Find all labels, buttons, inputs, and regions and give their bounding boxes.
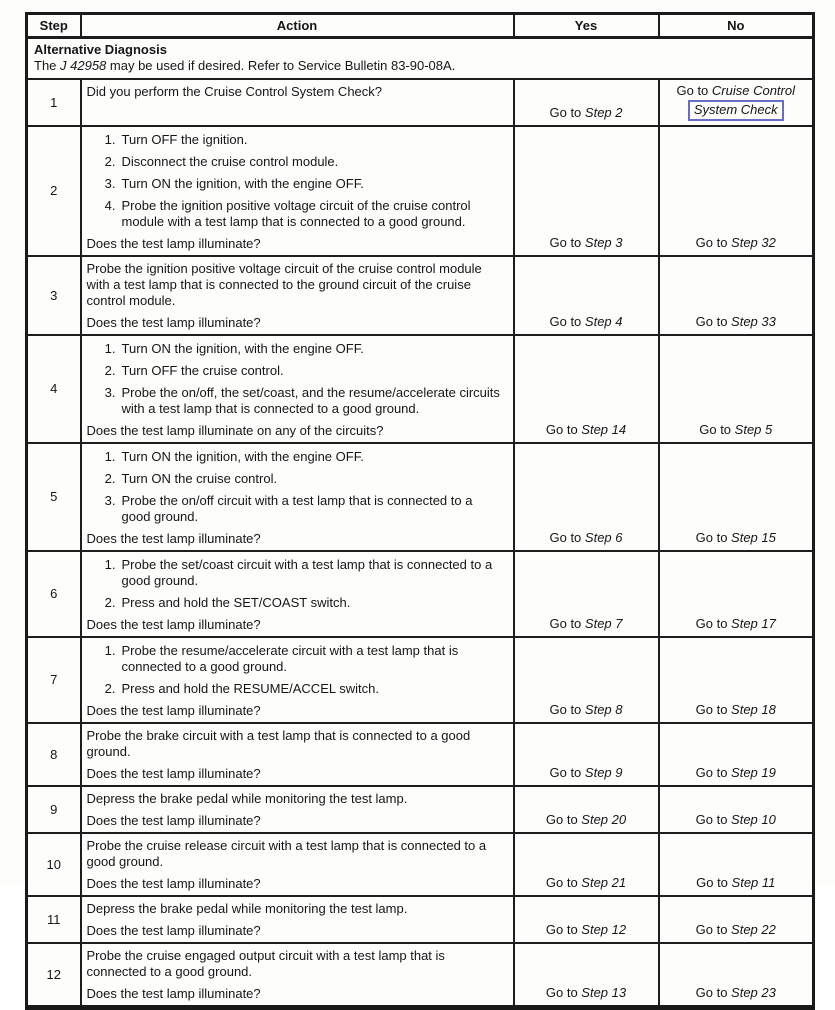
goto-target: Step 33 [731, 314, 776, 329]
goto-prefix: Go to [695, 314, 732, 329]
action-list-item [100, 341, 505, 357]
goto-target: Step 14 [581, 422, 627, 437]
goto-text [664, 530, 809, 546]
list-number: 2. [104, 595, 116, 610]
goto-text [519, 530, 654, 546]
action-list-item [100, 557, 505, 589]
list-text: Probe the ignition positive voltage circuit of the cruise control module with a test lamp that is connected to a good ground. [121, 198, 471, 229]
goto-prefix: Go to [676, 83, 712, 98]
goto-target: Step 4 [584, 314, 623, 329]
list-text: Press and hold the RESUME/ACCEL switch. [121, 681, 379, 696]
action-question: Does the test lamp illuminate? [86, 236, 261, 251]
goto-text [519, 616, 654, 632]
table-row [27, 637, 814, 723]
list-text: Turn ON the cruise control. [121, 471, 278, 486]
decision-cell-yes [514, 637, 659, 723]
goto-prefix: Go to [545, 985, 582, 1000]
goto-prefix: Go to [696, 875, 732, 890]
list-number: 2. [104, 681, 116, 696]
step-number-cell: 11 [27, 896, 81, 943]
action-cell [81, 335, 514, 443]
action-list-item [100, 154, 505, 170]
decision-cell-no [659, 786, 814, 833]
table-row [27, 79, 814, 126]
header-yes: Yes [514, 14, 659, 38]
goto-prefix: Go to [549, 235, 585, 250]
step-number-cell: 5 [27, 443, 81, 551]
goto-prefix: Go to [545, 922, 582, 937]
header-step: Step [27, 14, 81, 38]
action-question: Does the test lamp illuminate? [86, 531, 261, 546]
tool-number: J 42958 [60, 58, 107, 73]
decision-cell-no [659, 833, 814, 896]
list-text: Probe the set/coast circuit with a test lamp that is connected to a good ground. [121, 557, 493, 588]
list-number: 1. [104, 341, 116, 356]
goto-prefix: Go to [545, 875, 582, 890]
action-question: Does the test lamp illuminate? [86, 315, 261, 330]
goto-prefix: Go to [549, 702, 585, 717]
goto-prefix: Go to [695, 235, 732, 250]
goto-target: Step 20 [581, 812, 627, 827]
action-cell [81, 786, 514, 833]
action-question: Does the test lamp illuminate? [86, 923, 261, 938]
decision-cell-yes [514, 723, 659, 786]
goto-text [519, 702, 654, 718]
goto-text [519, 422, 654, 438]
section-title: Alternative Diagnosis [34, 42, 167, 57]
decision-cell-yes [514, 896, 659, 943]
action-question: Does the test lamp illuminate? [86, 703, 261, 718]
decision-cell-yes [514, 335, 659, 443]
list-number: 3. [104, 385, 116, 400]
action-paragraph: Depress the brake pedal while monitoring the test lamp. [86, 901, 408, 916]
table-row [27, 943, 814, 1008]
action-paragraph: Probe the brake circuit with a test lamp that is connected to a good ground. [86, 728, 471, 759]
table-row [27, 723, 814, 786]
goto-prefix: Go to [549, 530, 585, 545]
decision-cell-no [659, 443, 814, 551]
table-row [27, 126, 814, 256]
action-list-item [100, 681, 505, 697]
goto-target: Step 5 [734, 422, 773, 437]
goto-text [664, 922, 809, 938]
list-text: Probe the on/off, the set/coast, and the resume/accelerate circuits with a test lamp that is connected to a good ground. [121, 385, 500, 416]
goto-text [519, 812, 654, 828]
goto-text [519, 875, 654, 891]
action-paragraph: Probe the cruise release circuit with a test lamp that is connected to a good ground. [86, 838, 487, 869]
goto-target: Step 21 [581, 875, 627, 890]
goto-target: Step 13 [581, 985, 627, 1000]
goto-text [664, 314, 809, 330]
table-row [27, 335, 814, 443]
section-row [27, 38, 814, 80]
section-note-suffix: may be used if desired. Refer to Service Bulletin 83-90-08A. [106, 58, 456, 73]
list-number: 1. [104, 643, 116, 658]
goto-text [664, 235, 809, 251]
goto-text [664, 616, 809, 632]
action-list-item [100, 385, 505, 417]
goto-text [519, 235, 654, 251]
goto-text [664, 422, 809, 438]
action-list-item [100, 595, 505, 611]
list-text: Turn OFF the cruise control. [121, 363, 284, 378]
goto-text [519, 765, 654, 781]
goto-target: Cruise Control [711, 83, 795, 98]
list-number: 3. [104, 176, 116, 191]
action-question: Does the test lamp illuminate? [86, 813, 261, 828]
goto-prefix: Go to [695, 985, 732, 1000]
list-number: 2. [104, 363, 116, 378]
action-list-item [100, 363, 505, 379]
goto-text [664, 812, 809, 828]
step-number-cell: 3 [27, 256, 81, 335]
goto-prefix: Go to [695, 530, 732, 545]
action-cell [81, 126, 514, 256]
step-number-cell: 1 [27, 79, 81, 126]
section-cell [27, 38, 814, 80]
decision-cell-yes [514, 943, 659, 1008]
steps-body [27, 79, 814, 1008]
action-paragraph: Depress the brake pedal while monitoring the test lamp. [86, 791, 408, 806]
goto-text [664, 83, 809, 121]
list-text: Probe the resume/accelerate circuit with a test lamp that is connected to a good ground. [121, 643, 459, 674]
table-row [27, 256, 814, 335]
section-note-prefix: The [34, 58, 61, 73]
decision-cell-no [659, 335, 814, 443]
action-cell [81, 79, 514, 126]
decision-cell-no [659, 896, 814, 943]
step-number-cell: 6 [27, 551, 81, 637]
action-cell [81, 637, 514, 723]
action-question: Does the test lamp illuminate? [86, 986, 261, 1001]
goto-text [664, 875, 809, 891]
list-text: Press and hold the SET/COAST switch. [121, 595, 351, 610]
decision-cell-no [659, 126, 814, 256]
action-cell [81, 551, 514, 637]
goto-prefix: Go to [545, 812, 582, 827]
action-cell [81, 256, 514, 335]
goto-target-link[interactable]: System Check [688, 100, 784, 121]
decision-cell-yes [514, 786, 659, 833]
goto-text [519, 314, 654, 330]
list-number: 2. [104, 471, 116, 486]
goto-target: Step 8 [584, 702, 623, 717]
action-paragraph: Probe the ignition positive voltage circuit of the cruise control module with a test lamp that is connected to the ground circuit of the cruise control module. [86, 261, 482, 308]
goto-target: Step 11 [731, 875, 776, 890]
decision-cell-yes [514, 833, 659, 896]
goto-target: Step 12 [581, 922, 627, 937]
step-number-cell: 4 [27, 335, 81, 443]
goto-text [519, 985, 654, 1001]
action-list [87, 132, 505, 230]
goto-text [519, 105, 654, 121]
table-row [27, 443, 814, 551]
action-cell [81, 896, 514, 943]
goto-target: Step 22 [731, 922, 776, 937]
action-list [87, 643, 505, 697]
list-number: 2. [104, 154, 116, 169]
step-number-cell: 10 [27, 833, 81, 896]
action-question: Does the test lamp illuminate? [86, 617, 261, 632]
decision-cell-no [659, 256, 814, 335]
action-cell [81, 833, 514, 896]
header-action: Action [81, 14, 514, 38]
decision-cell-yes [514, 256, 659, 335]
action-paragraph: Did you perform the Cruise Control System Check? [86, 84, 383, 99]
decision-cell-no [659, 79, 814, 126]
decision-cell-no [659, 943, 814, 1008]
action-list-item [100, 643, 505, 675]
header-no: No [659, 14, 814, 38]
list-text: Disconnect the cruise control module. [121, 154, 339, 169]
decision-cell-no [659, 551, 814, 637]
goto-prefix: Go to [549, 105, 585, 120]
goto-target: Step 6 [584, 530, 623, 545]
goto-target: Step 23 [731, 985, 776, 1000]
goto-prefix: Go to [695, 922, 732, 937]
action-list-item [100, 471, 505, 487]
action-list-item [100, 493, 505, 525]
decision-cell-yes [514, 443, 659, 551]
step-number-cell: 2 [27, 126, 81, 256]
decision-cell-yes [514, 79, 659, 126]
action-list-item [100, 132, 505, 148]
list-number: 4. [104, 198, 116, 213]
action-cell [81, 943, 514, 1008]
diagnostic-table [25, 12, 815, 1010]
step-number-cell: 8 [27, 723, 81, 786]
decision-cell-no [659, 723, 814, 786]
goto-prefix: Go to [695, 812, 732, 827]
goto-prefix: Go to [549, 616, 585, 631]
decision-cell-yes [514, 551, 659, 637]
goto-target: Step 10 [731, 812, 776, 827]
table-row [27, 786, 814, 833]
table-row [27, 833, 814, 896]
header-row [27, 14, 814, 38]
goto-target: Step 32 [731, 235, 776, 250]
decision-cell-yes [514, 126, 659, 256]
goto-text [664, 765, 809, 781]
action-list-item [100, 198, 505, 230]
action-list-item [100, 449, 505, 465]
list-text: Turn ON the ignition, with the engine OFF. [121, 449, 364, 464]
goto-prefix: Go to [549, 314, 585, 329]
action-cell [81, 723, 514, 786]
table-row [27, 896, 814, 943]
section-note [34, 58, 806, 74]
goto-target: Step 15 [731, 530, 776, 545]
goto-target: Step 19 [731, 765, 776, 780]
goto-target: Step 17 [731, 616, 776, 631]
goto-text [664, 985, 809, 1001]
section-body [27, 38, 814, 80]
action-list [87, 557, 505, 611]
goto-target: Step 3 [584, 235, 623, 250]
action-question: Does the test lamp illuminate? [86, 876, 261, 891]
list-number: 1. [104, 132, 116, 147]
goto-target: Step 18 [731, 702, 776, 717]
list-number: 1. [104, 449, 116, 464]
action-question: Does the test lamp illuminate? [86, 766, 261, 781]
action-list [87, 341, 505, 417]
goto-prefix: Go to [695, 702, 732, 717]
step-number-cell: 9 [27, 786, 81, 833]
table-row [27, 551, 814, 637]
goto-prefix: Go to [545, 422, 582, 437]
goto-target: Step 9 [584, 765, 623, 780]
list-number: 1. [104, 557, 116, 572]
list-number: 3. [104, 493, 116, 508]
list-text: Probe the on/off circuit with a test lamp that is connected to a good ground. [121, 493, 473, 524]
action-list [87, 449, 505, 525]
list-text: Turn ON the ignition, with the engine OFF. [121, 176, 364, 191]
list-text: Turn OFF the ignition. [121, 132, 248, 147]
goto-prefix: Go to [695, 616, 732, 631]
goto-prefix: Go to [549, 765, 585, 780]
list-text: Turn ON the ignition, with the engine OFF. [121, 341, 364, 356]
goto-prefix: Go to [695, 765, 732, 780]
action-cell [81, 443, 514, 551]
action-question: Does the test lamp illuminate on any of the circuits? [86, 423, 384, 438]
goto-target: Step 7 [584, 616, 623, 631]
step-number-cell: 12 [27, 943, 81, 1008]
goto-target: Step 2 [584, 105, 623, 120]
step-number-cell: 7 [27, 637, 81, 723]
action-paragraph: Probe the cruise engaged output circuit with a test lamp that is connected to a good ground. [86, 948, 445, 979]
action-list-item [100, 176, 505, 192]
goto-prefix: Go to [699, 422, 735, 437]
decision-cell-no [659, 637, 814, 723]
goto-text [519, 922, 654, 938]
goto-text [664, 702, 809, 718]
table-header [27, 14, 814, 38]
